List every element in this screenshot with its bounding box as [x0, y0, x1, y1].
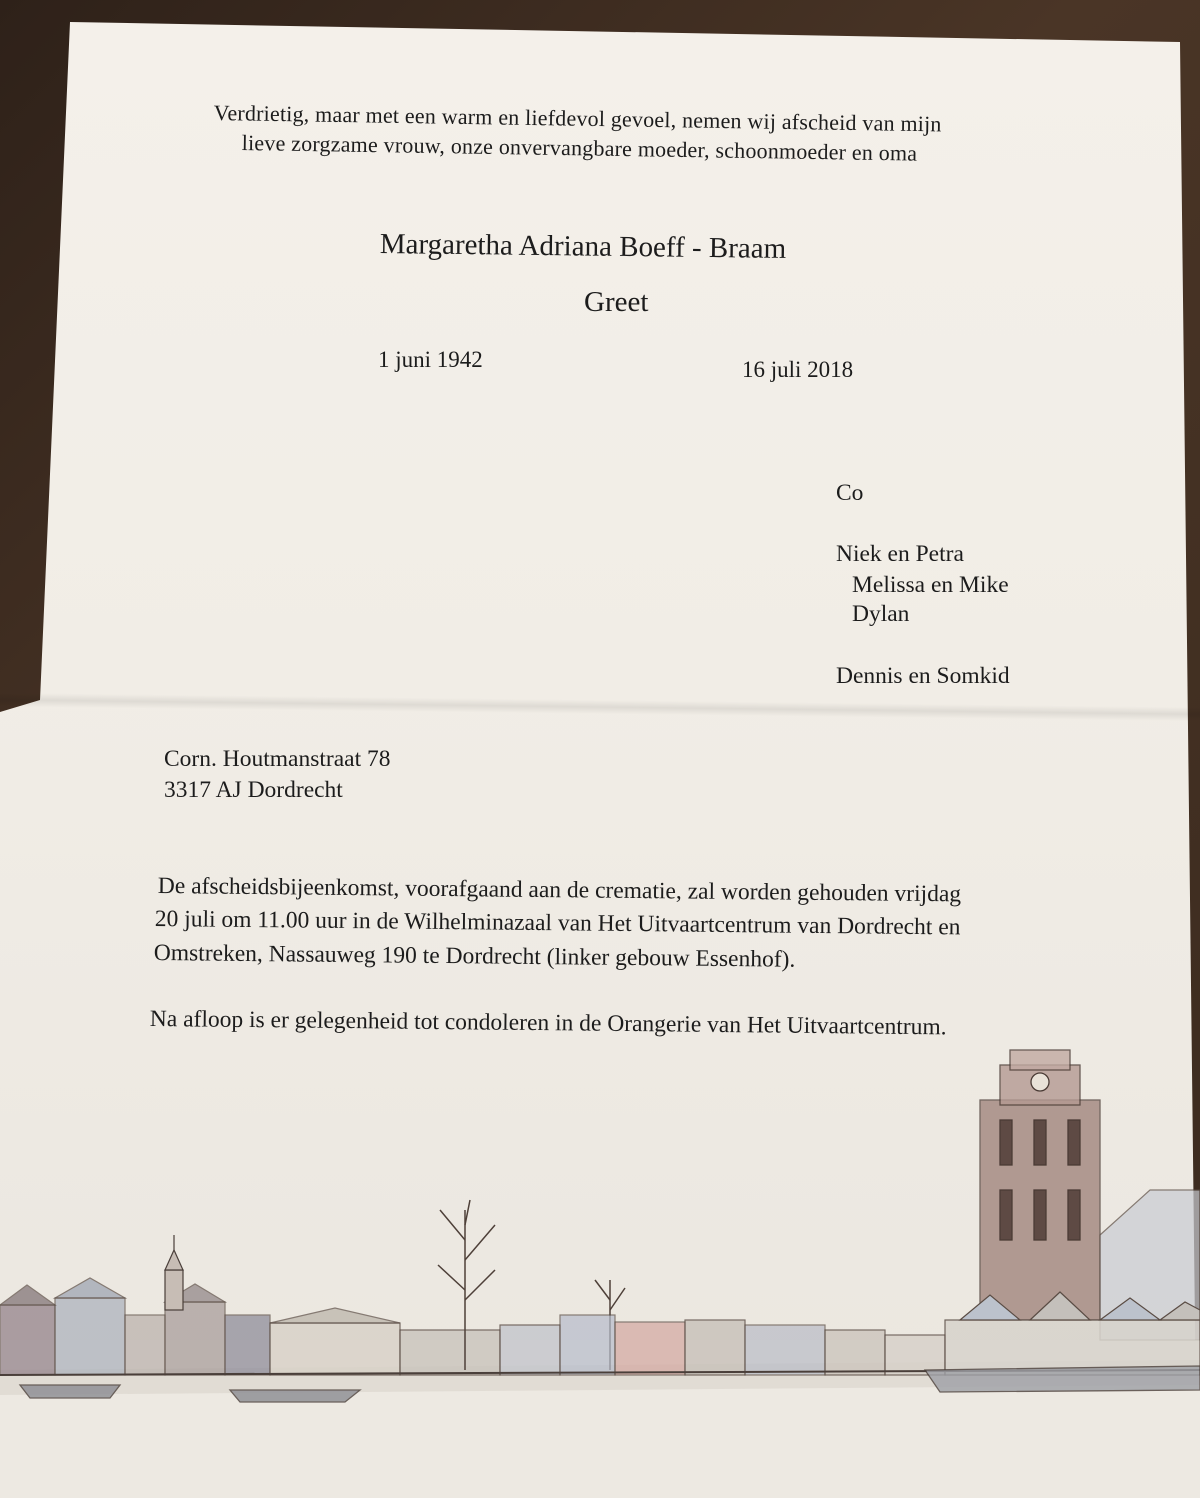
deceased-full-name: Margaretha Adriana Boeff - Braam [379, 228, 787, 265]
left-steeple [165, 1235, 183, 1310]
ceremony-line-1: De afscheidsbijeenkomst, voorafgaand aan de crematie, zal worden gehouden vrijdag [157, 873, 962, 908]
ceremony-line-2: 20 juli om 11.00 uur in de Wilhelminazaal van Het Uitvaartcentrum van Dordrecht en [154, 906, 961, 941]
dordrecht-skyline-illustration [0, 1040, 1200, 1498]
family-child-2: Dennis en Somkid [836, 663, 1010, 689]
death-date: 16 juli 2018 [742, 357, 854, 382]
family-grandchild-1: Melissa en Mike [852, 572, 1009, 598]
middle-houses [500, 1315, 945, 1375]
family-spouse: Co [836, 480, 864, 506]
address-street: Corn. Houtmanstraat 78 [164, 746, 391, 772]
family-grandchild-2: Dylan [852, 601, 910, 627]
left-houses [0, 1278, 500, 1375]
intro-line-2: lieve zorgzame vrouw, onze onvervangbare moeder, schoonmoeder en oma [241, 130, 918, 166]
family-child-1: Niek en Petra [836, 541, 964, 567]
birth-date: 1 juni 1942 [378, 347, 483, 372]
address-city: 3317 AJ Dordrecht [164, 777, 343, 803]
deceased-nickname: Greet [584, 286, 649, 318]
ceremony-line-3: Omstreken, Nassauweg 190 te Dordrecht (linker gebouw Essenhof). [153, 940, 796, 973]
intro-line-1: Verdrietig, maar met een warm en liefdevol gevoel, nemen wij afscheid van mijn [213, 100, 942, 137]
grote-kerk-tower [980, 1050, 1100, 1320]
condolence-line: Na afloop is er gelegenheid tot condoleren in de Orangerie van Het Uitvaartcentrum. [149, 1006, 947, 1041]
